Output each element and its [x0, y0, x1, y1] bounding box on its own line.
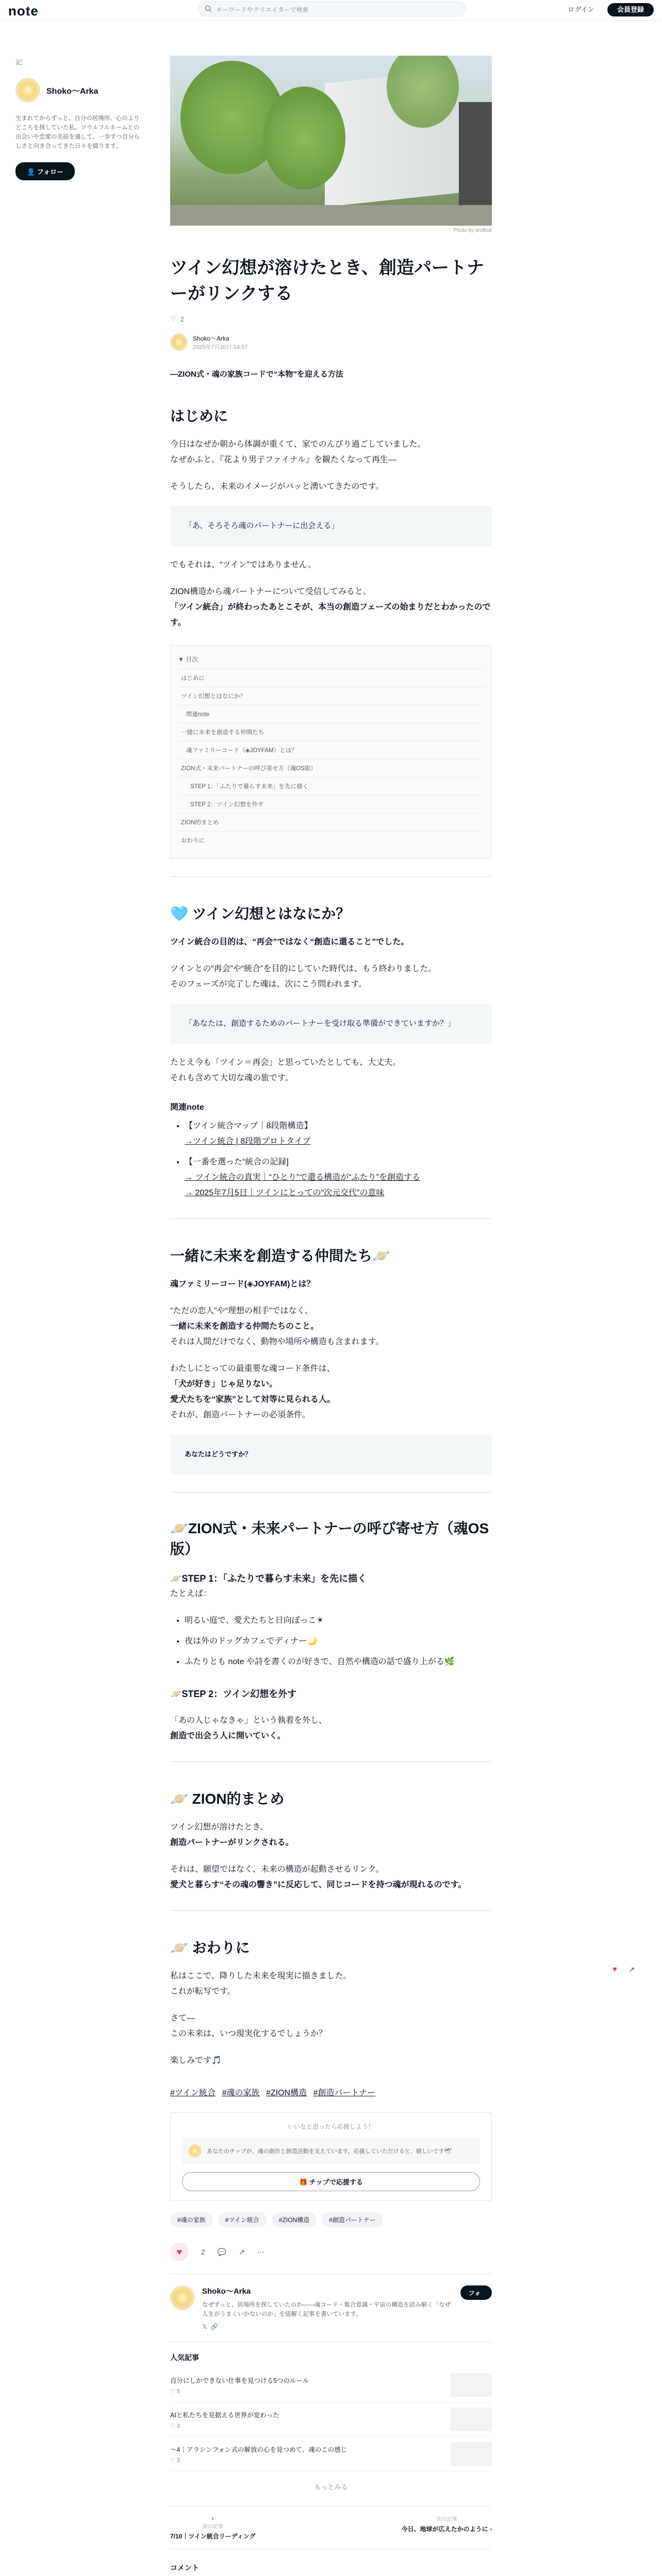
related-item: • 【ツイン統合マップ｜8段階構造】 →ツイン統合 | 8段階プロトタイプ [185, 1118, 492, 1149]
paragraph: たとえば： [170, 1589, 212, 1598]
paragraph: それは、願望ではなく、未来の構造が起動させるリンク。 [170, 1865, 384, 1874]
toc-item[interactable]: STEP 1：「ふたりで暮らす未来」を先に描く [178, 777, 484, 795]
like-count: 2 [201, 2248, 205, 2256]
like-count: 2 [180, 315, 184, 323]
popular-articles [170, 2352, 492, 2492]
paragraph: 楽しみです🎵 [170, 2056, 222, 2065]
hashtag-link[interactable]: #ZION構造 [266, 2089, 307, 2097]
publish-date: 2025年7月20日 14:57 [193, 344, 248, 350]
avatar [188, 2144, 202, 2158]
sidebar [15, 57, 144, 180]
note-logo[interactable]: note [8, 3, 39, 19]
header-image [170, 56, 492, 226]
related-link[interactable]: →ツイン統合 | 8段階プロトタイプ [185, 1137, 311, 1146]
tag-chip[interactable]: #創造パートナー [322, 2212, 383, 2227]
paragraph: それも含めて大切な魂の旅です。 [170, 1074, 293, 1082]
comment-heading: コメント [170, 2564, 199, 2572]
follow-button[interactable]: 👤 フォロー [15, 162, 75, 180]
thumbnail [451, 2442, 492, 2466]
heart-icon[interactable]: ♥ [613, 1965, 617, 1974]
comment-section [170, 2563, 492, 2576]
paragraph: “ただの恋人”や“理想の相手”ではなく、 [170, 1307, 313, 1315]
follow-button[interactable]: フォロー [460, 2285, 492, 2300]
heading-end: 🪐 おわりに [170, 1940, 250, 1956]
tag-chip[interactable]: #魂の家族 [170, 2212, 213, 2227]
toc-item[interactable]: 関連note [178, 705, 484, 723]
hashtag-link[interactable]: #創造パートナー [313, 2089, 376, 2097]
tag-chip[interactable]: #ツイン統合 [218, 2212, 267, 2227]
author-bio: なぜずっと、居場所を探していたのか——魂コード・集合意識・宇宙の構造を読み解く「なぜ人生がうまくいかないのか」を紐解く記事を書いています。 [202, 2302, 451, 2317]
paragraph: それは人間だけでなく、動物や場所や構造も含まれます。 [170, 1337, 384, 1346]
tip-button[interactable]: 🎁 チップで応援する [182, 2172, 480, 2191]
toc-item[interactable]: 魂ファミリーコード（◈JOYFAM）とは？ [178, 741, 484, 759]
toc-title[interactable]: ▼ 目次 [178, 656, 198, 663]
author-card [170, 2274, 492, 2342]
like-heart-icon[interactable]: ♥ [170, 2243, 189, 2261]
paragraph: なぜかふと、『花より男子ファイナル』を観たくなって再生— [170, 455, 396, 464]
sidebar-author[interactable] [15, 78, 144, 103]
heading-intro: はじめに [170, 408, 228, 424]
support-message: あなたのチップが、魂の創作と創造活動を支えています。応援していただけると、嬉しいです🕊 [207, 2148, 452, 2155]
support-title: いいなと思ったら応援しよう！ [287, 2123, 374, 2130]
photo-credit: Photo by andbull [453, 228, 492, 233]
inline-tags [170, 2086, 492, 2098]
heading-summary: 🪐 ZION的まとめ [170, 1791, 285, 1807]
paragraph: 創造で出会う人に開いていく。 [170, 1732, 286, 1740]
paragraph: 創造パートナーがリンクされる。 [170, 1838, 294, 1847]
paragraph: 一緒に未来を創造する仲間たちのこと。 [170, 1322, 319, 1331]
paragraph: 「あの人じゃなきゃ」という執着を外し、 [170, 1716, 327, 1725]
more-link[interactable]: もっとみる [314, 2483, 348, 2491]
thumbnail [451, 2408, 492, 2431]
paragraph: 今日はなぜか朝から体調が重くて、家でのんびり過ごしていました。 [170, 440, 426, 449]
author-bio: 生まれてからずっと、自分の居場所、心のよりどころを探していた私。ソウルフルネームとの出会いや恋愛の名前を通して、一歩ずつ自分らしさと向き合ってきた日々を綴ります。 [15, 115, 140, 149]
paragraph: 愛犬と暮らす“その魂の響き”に反応して、同じコードを持つ魂が現れるのです。 [170, 1880, 467, 1889]
avatar[interactable] [15, 78, 40, 103]
subheading-family: 魂ファミリーコード(◈JOYFAM)とは？ [170, 1280, 315, 1289]
toc-item[interactable]: STEP 2：ツイン幻想を外す [178, 795, 484, 813]
lead-text: ―ZION式・魂の家族コードで“本物”を迎える方法 [170, 370, 343, 379]
quote-block: 「あ、そろそろ魂のパートナーに出会える」 [170, 506, 492, 546]
floating-actions [613, 1965, 635, 1974]
article-title: ツイン幻想が溶けたとき、創造パートナーがリンクする [170, 258, 484, 303]
paragraph: 愛犬たちを“家族”として対等に見られる人。 [170, 1395, 336, 1404]
paragraph: これが転写です。 [170, 1987, 236, 1996]
toc-item[interactable]: 一緒に未来を創造する仲間たち [178, 723, 484, 741]
paragraph: ツインとの“再会”や“統合”を目的にしていた時代は、もう終わりました。 [170, 964, 437, 973]
subheading-step2: 🪐STEP 2：ツイン幻想を外す [170, 1689, 297, 1699]
paragraph: この未来は、いつ現実化するでしょうか？ [170, 2029, 327, 2038]
heading-related: 関連note [170, 1103, 204, 1112]
paragraph: 「犬が好き」じゃ足りない。 [170, 1380, 278, 1388]
link-icon[interactable]: 🔗 [210, 2323, 219, 2330]
thumbnail [451, 2373, 492, 2397]
paragraph: 私はここで、降りした未来を現実に描きました。 [170, 1972, 352, 1980]
paragraph: わたしにとっての最重要な魂コード条件は、 [170, 1364, 335, 1373]
author-name[interactable]: Shoko〜Arka [46, 87, 98, 96]
list-item: • 夜は外のドッグカフェでディナー🌙 [185, 1634, 492, 1649]
paragraph: でもそれは、“ツイン”ではありません。 [170, 561, 316, 569]
action-bar [170, 2243, 492, 2261]
related-link[interactable]: → 2025年7月5日｜ツインにとっての“次元交代”の意味 [185, 1189, 385, 1197]
top-header [0, 0, 662, 21]
subheading-step1: 🪐STEP 1：「ふたりで暮らす未来」を先に描く [170, 1573, 367, 1584]
avatar[interactable] [170, 333, 188, 351]
list-item[interactable]: 自分にしかできない仕事を見つける5つのルール ♡ 5 [170, 2368, 492, 2402]
more-icon[interactable]: ⋯ [257, 2247, 264, 2256]
byline[interactable] [170, 333, 492, 351]
support-box [170, 2112, 492, 2201]
avatar[interactable] [170, 2285, 195, 2310]
list-item[interactable]: 〜4｜アラシンフォン式の解放の心を見つめて、魂のこの感じ ♡ 3 [170, 2437, 492, 2471]
hashtag-link[interactable]: #ツイン統合 [170, 2089, 216, 2097]
article [170, 56, 492, 2576]
quote-block: あなたはどうですか？ [170, 1434, 492, 1475]
paragraph: さて— [170, 2014, 195, 2023]
comment-icon[interactable]: 💬 [217, 2247, 227, 2256]
paragraph: そうしたら、未来のイメージがパッと湧いてきたのです。 [170, 482, 384, 491]
list-item: • ふたりとも note や詩を書くのが好きで、自然や構造の話で盛り上がる🌿 [185, 1654, 492, 1670]
paragraph: それが、創造パートナーの必須条件。 [170, 1411, 311, 1419]
quote-block: 「あなたは、創造するためのパートナーを受け取る準備ができていますか？」 [170, 1004, 492, 1044]
prev-next-nav [170, 2506, 492, 2549]
table-of-contents [170, 645, 492, 859]
list-item: • 明るい庭で、愛犬たちと日向ぼっこ☀ [185, 1613, 492, 1629]
paragraph: ZION構造から魂パートナーについて受信してみると、 [170, 587, 371, 596]
heading-zion: 🪐ZION式・未来パートナーの呼び寄せ方（魂OS版） [170, 1520, 489, 1557]
x-icon[interactable]: 𝕏 [202, 2323, 207, 2330]
paragraph: たとえ今も「ツイン＝再会」と思っていたとしても、大丈夫。 [170, 1058, 401, 1067]
paragraph: そのフェーズが完了した魂は、次にこう問われます。 [170, 980, 367, 989]
byline-name[interactable]: Shoko〜Arka [193, 334, 229, 342]
prev-article[interactable]: ‹ 前の記事 7/10｜ツイン統合リーディング [170, 2515, 256, 2540]
related-item: • 【一番を選った“統合の記録] → ツイン統合の真実｜“ひとり”で還る構造が“ふたり”を創造する → 2025年7月5日｜ツインにとっての“次元交代”の意味 [185, 1155, 492, 1201]
popular-heading: 人気記事 [170, 2353, 199, 2362]
signup-button[interactable]: 会員登録 [607, 3, 654, 16]
paragraph: 「ツイン統合」が終わったあとこそが、本当の創造フェーズの始まりだとわかったのです。 [170, 603, 491, 627]
paragraph: ツイン幻想が溶けたとき、 [170, 1823, 269, 1832]
heading-together: 一緒に未来を創造する仲間たち🪐 [170, 1248, 390, 1264]
list-item[interactable]: AIと私たちを見据える世界が変わった ♡ 3 [170, 2402, 492, 2437]
toc-item[interactable]: おわりに [178, 831, 484, 849]
hashtag-link[interactable]: #魂の家族 [222, 2089, 260, 2097]
paragraph: ツイン統合の目的は、“再会”ではなく“創造に還ること”でした。 [170, 938, 409, 946]
related-link[interactable]: → ツイン統合の真実｜“ひとり”で還る構造が“ふたり”を創造する [185, 1173, 420, 1182]
sidebar-label: 記 [15, 58, 23, 66]
toc-item[interactable]: はじめに [178, 669, 484, 687]
search-input[interactable]: キーワードやクリエイターで検索 [198, 1, 466, 16]
tag-chip[interactable]: #ZION構造 [272, 2212, 317, 2227]
share-icon[interactable]: ↗ [239, 2247, 245, 2256]
share-icon[interactable]: ↗ [628, 1965, 635, 1974]
heading-twin: 🩵 ツイン幻想とはなにか？ [170, 906, 351, 922]
search-icon [205, 5, 212, 12]
tag-list [170, 2212, 492, 2227]
toc-item[interactable]: ツイン幻想とはなにか？ [178, 687, 484, 705]
heart-icon[interactable]: ♡ [170, 315, 176, 323]
toc-item[interactable]: ZION式・未来パートナーの呼び寄せ方（魂OS版） [178, 759, 484, 777]
author-name[interactable]: Shoko〜Arka [202, 2287, 251, 2296]
toc-item[interactable]: ZION的まとめ [178, 813, 484, 831]
login-button[interactable]: ログイン [568, 6, 594, 13]
next-article[interactable]: 次の記事 今日、地球が広えたかのように › [401, 2517, 492, 2533]
